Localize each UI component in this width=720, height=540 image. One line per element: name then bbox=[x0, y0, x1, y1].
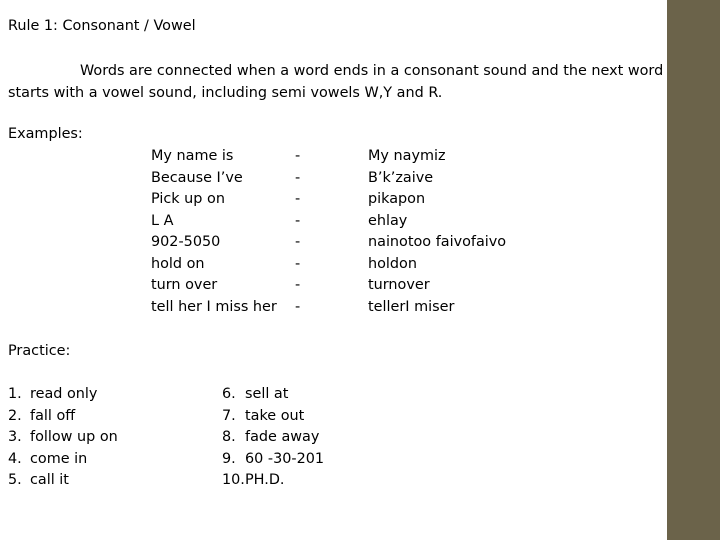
example-result: holdon bbox=[368, 255, 417, 272]
practice-list-left bbox=[8, 384, 118, 492]
example-result: pikapon bbox=[368, 191, 426, 207]
example-phrase: tell her I miss her bbox=[151, 298, 277, 315]
example-dash: - bbox=[295, 277, 301, 293]
example-result: tellerI miser bbox=[368, 298, 455, 315]
example-dash: - bbox=[295, 212, 301, 229]
example-phrase: Pick up on bbox=[151, 191, 225, 207]
list-item bbox=[8, 449, 118, 471]
example-phrase: My name is bbox=[151, 148, 234, 164]
list-item bbox=[8, 406, 118, 428]
list-number: 9. bbox=[222, 450, 236, 467]
example-dash: - bbox=[295, 255, 301, 272]
list-item bbox=[222, 427, 324, 449]
list-number: 1. bbox=[8, 386, 22, 402]
rule-paragraph-text: Words are connected when a word ends in a consonant sound and the next word starts with a vowel sound, including semi vowels W,Y and R. bbox=[8, 63, 664, 101]
example-dash: - bbox=[295, 169, 301, 186]
list-text: PH.D. bbox=[245, 472, 285, 488]
example-phrase: L A bbox=[151, 212, 174, 229]
list-item bbox=[222, 449, 324, 471]
practice-label: Practice: bbox=[8, 343, 71, 359]
example-result: ehlay bbox=[368, 212, 408, 229]
example-phrase: hold on bbox=[151, 255, 205, 272]
list-text: take out bbox=[245, 407, 305, 424]
list-number: 8. bbox=[222, 429, 236, 445]
example-phrase: turn over bbox=[151, 277, 218, 293]
example-result: turnover bbox=[368, 277, 430, 293]
list-text: call it bbox=[30, 472, 69, 488]
list-number: 6. bbox=[222, 386, 236, 402]
list-text: follow up on bbox=[30, 429, 118, 445]
list-text: fade away bbox=[245, 429, 320, 445]
slide-title: Rule 1: Consonant / Vowel bbox=[8, 18, 196, 34]
list-number: 4. bbox=[8, 450, 22, 467]
example-phrase: 902-5050 bbox=[151, 234, 221, 250]
example-result: nainotoo faivofaivo bbox=[368, 234, 507, 250]
list-text: come in bbox=[30, 450, 88, 467]
list-item bbox=[8, 384, 118, 406]
example-result: B’k’zaive bbox=[368, 169, 434, 186]
list-item bbox=[8, 427, 118, 449]
decorative-sidebar bbox=[667, 0, 720, 540]
list-text: read only bbox=[30, 386, 98, 402]
practice-list-right bbox=[222, 384, 324, 492]
list-number: 5. bbox=[8, 472, 22, 488]
list-text: 60 -30-201 bbox=[245, 450, 325, 467]
example-dash: - bbox=[295, 191, 301, 207]
example-result: My naymiz bbox=[368, 148, 446, 164]
list-text: fall off bbox=[30, 407, 76, 424]
example-dash: - bbox=[295, 298, 301, 315]
example-dash: - bbox=[295, 234, 301, 250]
example-dashes-column bbox=[295, 146, 300, 318]
list-item bbox=[222, 406, 324, 428]
examples-label: Examples: bbox=[8, 126, 83, 142]
list-item bbox=[8, 470, 118, 492]
list-number: 3. bbox=[8, 429, 22, 445]
list-text: sell at bbox=[245, 386, 289, 402]
list-number: 10. bbox=[222, 472, 245, 488]
list-item bbox=[222, 384, 324, 406]
list-number: 7. bbox=[222, 407, 236, 424]
example-dash: - bbox=[295, 148, 301, 164]
example-results-column bbox=[368, 146, 506, 318]
example-phrases-column bbox=[151, 146, 277, 318]
list-item bbox=[222, 470, 324, 492]
example-phrase: Because I’ve bbox=[151, 169, 243, 186]
list-number: 2. bbox=[8, 407, 22, 424]
rule-paragraph bbox=[8, 61, 668, 104]
